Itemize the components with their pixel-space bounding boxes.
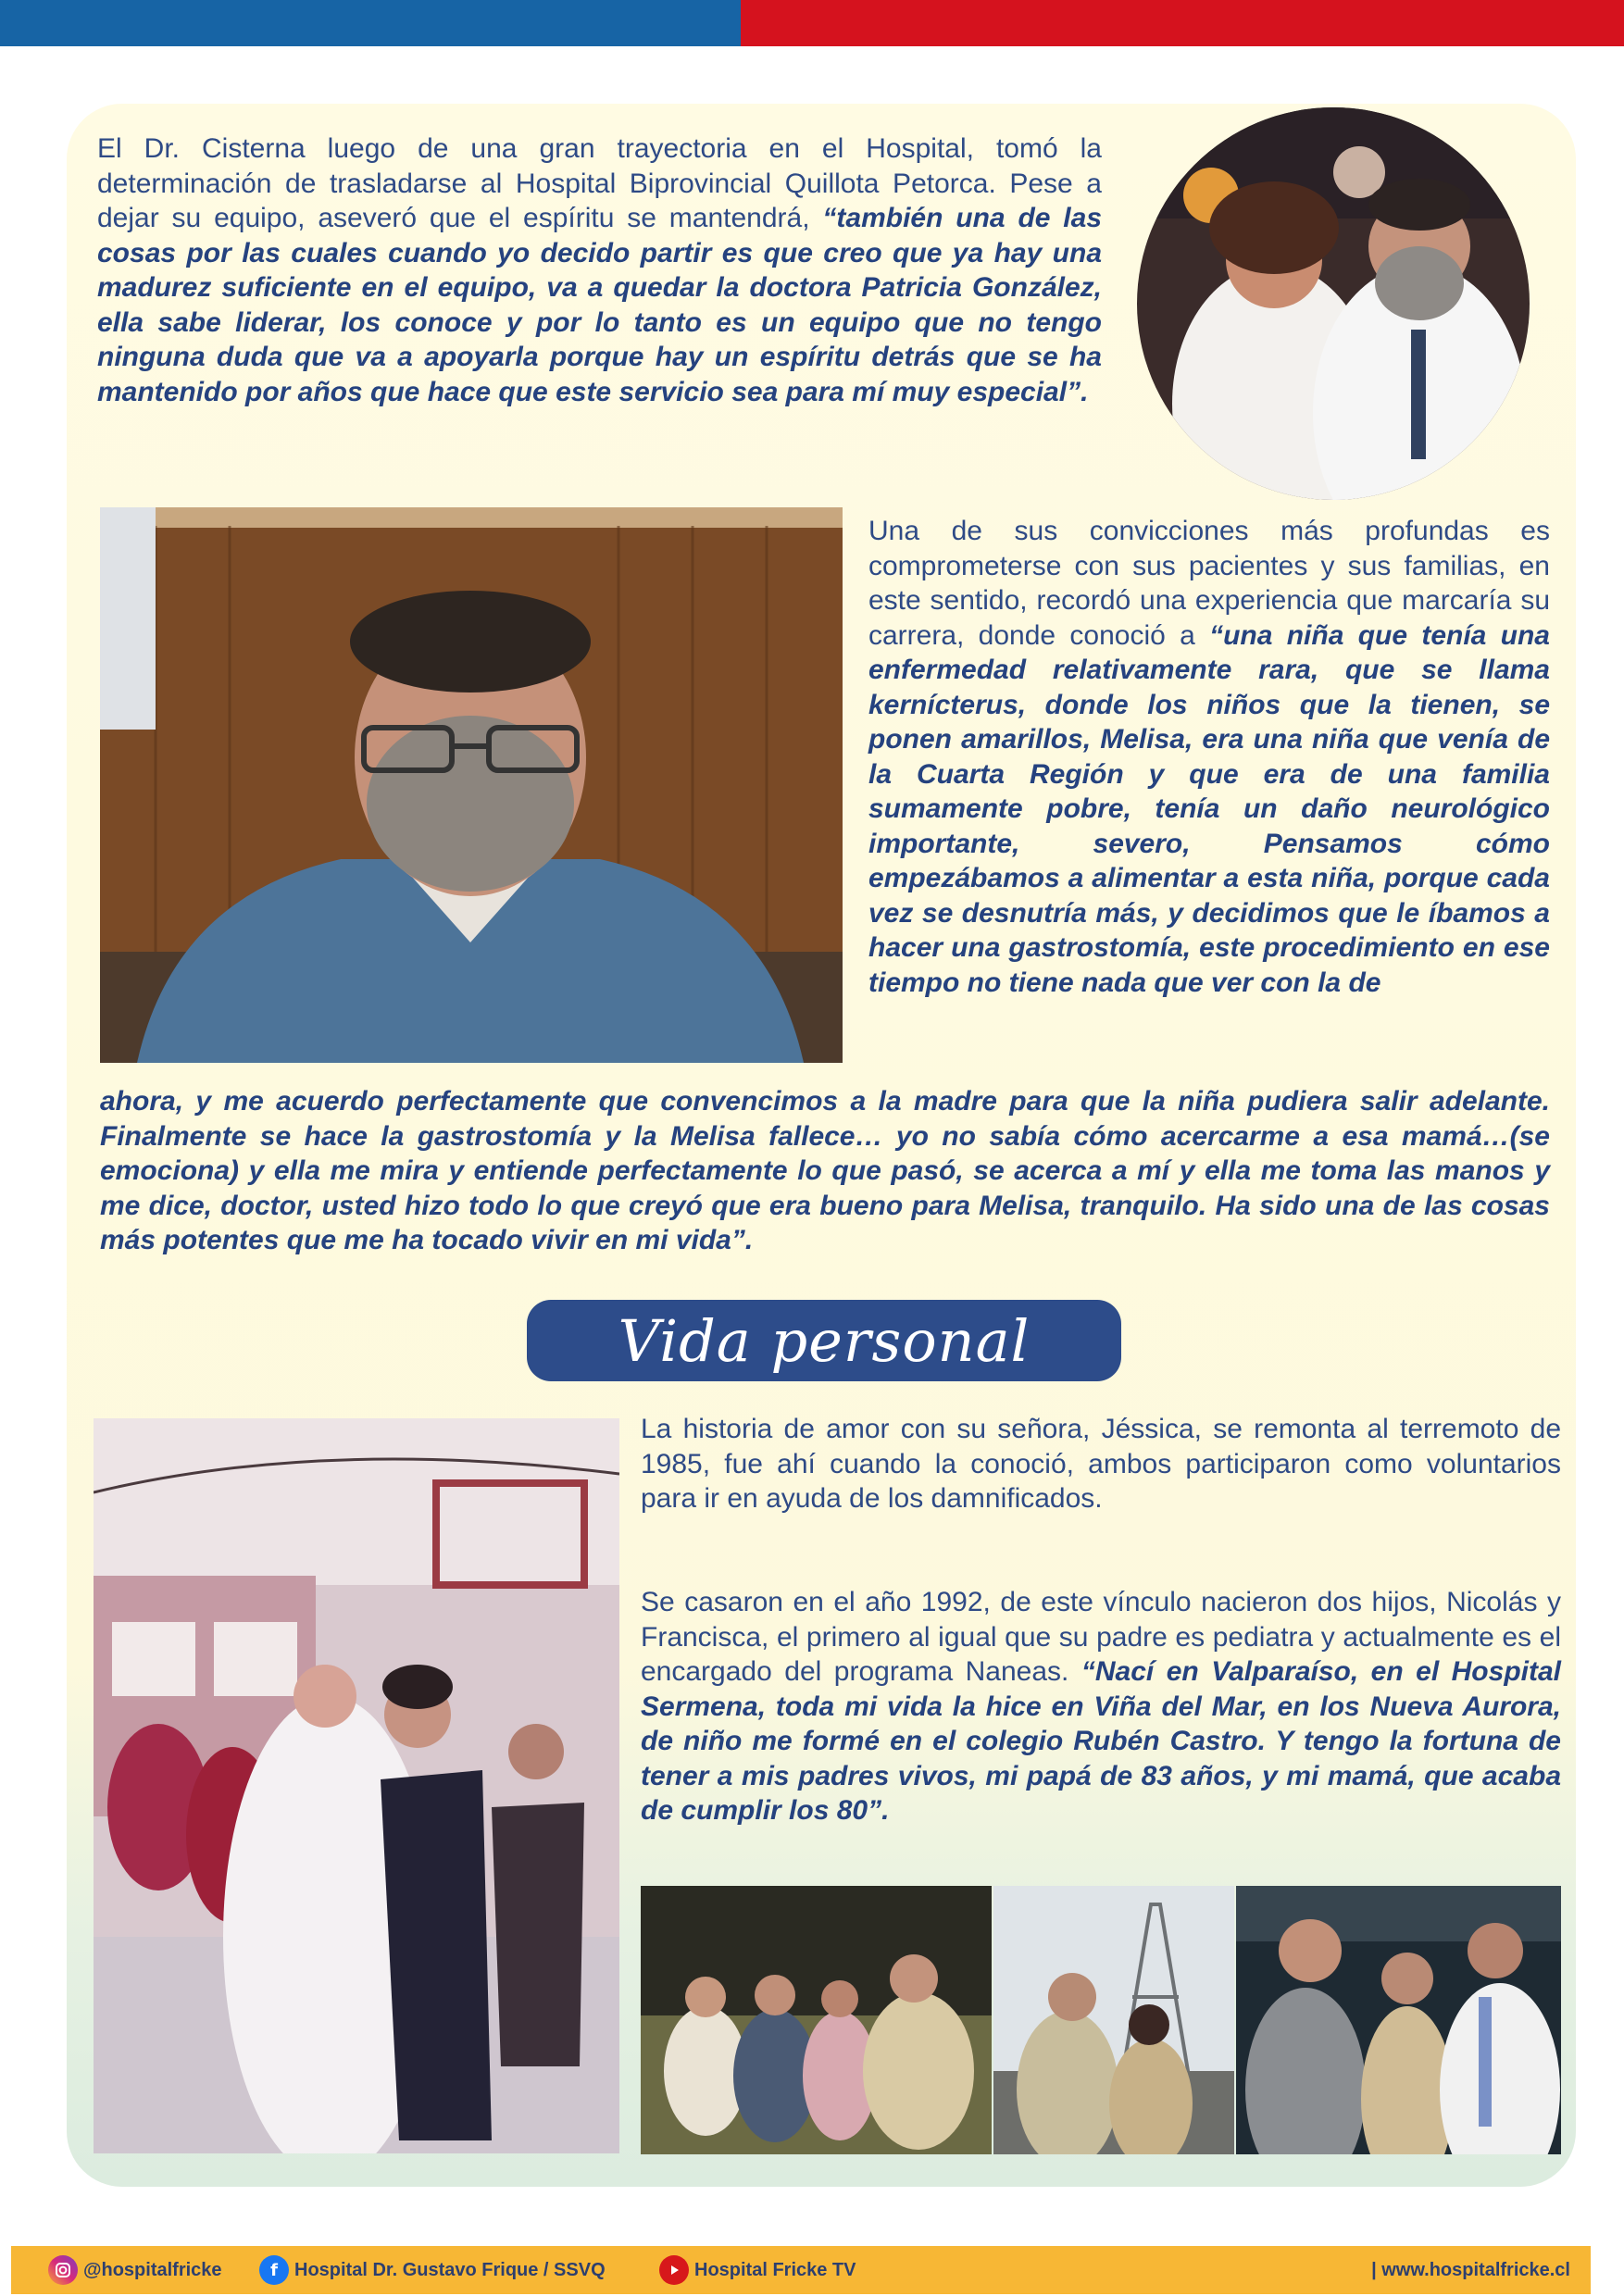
instagram-icon: [48, 2255, 78, 2285]
conviction-quote-full: ahora, y me acuerdo perfectamente que convencimos a la madre para que la niña pudiera salir adelante. Finalmente se hace la gastrostomía y la Melisa fallece… yo no sabía cómo acercarme a esa mamá…(se emociona) y ella me mira y entiende perfectamente lo que pasó, se acerca a mí y ella me toma las manos y me dice, doctor, usted hizo todo lo que creyó que era bueno para Melisa, tranquilo. Ha sido una de las cosas más potentes que me ha tocado vivir en mi vida”.: [100, 1086, 1550, 1255]
footer-youtube-text: Hospital Fricke TV: [694, 2259, 856, 2280]
family-photo-paris: [993, 1886, 1234, 2154]
footer-instagram-text: @hospitalfricke: [83, 2259, 222, 2280]
love-story-paragraph: [641, 1412, 1561, 1516]
conviction-quote-side: “una niña que tenía una enfermedad relativamente rara, que se llama kernícterus, donde los niños que la tienen, se ponen amarillos, Melisa, era una niña que venía de la Cuarta Región y que era de una familia sumamente pobre, tenía un daño neurológico importante, severo, Pensamos cómo empezábamos a alimentar a esta niña, porque cada vez se desnutría más, y decidimos que le íbamos a hacer una gastrostomía, este procedimiento en ese tiempo no tiene nada que ver con la de: [868, 619, 1550, 998]
love-story-text: La historia de amor con su señora, Jéssica, se remonta al terremoto de 1985, fue ahí cuando la conoció, ambos participaron como voluntarios para ir en ayuda de los damnificados.: [641, 1414, 1561, 1514]
facebook-icon: f: [259, 2255, 289, 2285]
section-heading-vida-personal: [527, 1300, 1121, 1381]
footer-youtube[interactable]: [659, 2246, 856, 2294]
family-photo-graduation: [1236, 1886, 1561, 2154]
conviction-paragraph-full: [100, 1084, 1550, 1258]
heading-text: Vida personal: [618, 1306, 1031, 1375]
top-bar-red: [741, 0, 1624, 46]
footer-website-text: | www.hospitalfricke.cl: [1371, 2259, 1570, 2280]
intro-plain-text: El Dr. Cisterna luego de una gran trayectoria en el Hospital, tomó la determinación de trasladarse al Hospital Biprovincial Quillota Petorca. Pese a dejar su equipo, aseveró que el espíritu se mantendrá,: [97, 133, 1102, 233]
intro-quote: “también una de las cosas por las cuales cuando yo decido partir es que creo que ya hay una madurez suficiente en el equipo, va a quedar la doctora Patricia González, ella sabe liderar, los conoce y por lo tanto es un equipo que no tengo ninguna duda que va a apoyarla porque hay un espíritu detrás que se ha mantenido por años que hace que este servicio sea para mí muy especial”.: [97, 203, 1103, 407]
footer-website[interactable]: [1371, 2246, 1570, 2294]
top-bar-blue: [0, 0, 741, 46]
family-quote: “Nací en Valparaíso, en el Hospital Sermena, toda mi vida la hice en Viña del Mar, en los Nueva Aurora, de niño me formé en el colegio Rubén Castro. Y tengo la fortuna de tener a mis padres vivos, mi papá de 83 años, y mi mamá, que acaba de cumplir los 80”.: [641, 1656, 1561, 1826]
intro-paragraph: [97, 131, 1102, 409]
youtube-icon: [659, 2255, 689, 2285]
footer-facebook-text: Hospital Dr. Gustavo Frique / SSVQ: [294, 2259, 606, 2280]
conviction-plain-text: Una de sus convicciones más profundas es comprometerse con sus pacientes y sus familias, en este sentido, recordó una experiencia que marcaría su carrera, donde conoció a: [868, 516, 1550, 651]
footer-facebook[interactable]: [259, 2246, 606, 2294]
footer-bar: [11, 2246, 1591, 2294]
team-photo-circle: [1137, 107, 1530, 500]
family-text: Se casaron en el año 1992, de este vínculo nacieron dos hijos, Nicolás y Francisca, el primero al igual que su padre es pediatra y actualmente es el encargado del programa Naneas.: [641, 1587, 1561, 1687]
family-photo-couch: [641, 1886, 992, 2154]
conviction-paragraph-side: [868, 514, 1550, 1000]
wedding-photo: [94, 1418, 619, 2153]
doctor-portrait-photo: [100, 507, 843, 1063]
footer-instagram[interactable]: [48, 2246, 222, 2294]
family-paragraph: [641, 1585, 1561, 1828]
